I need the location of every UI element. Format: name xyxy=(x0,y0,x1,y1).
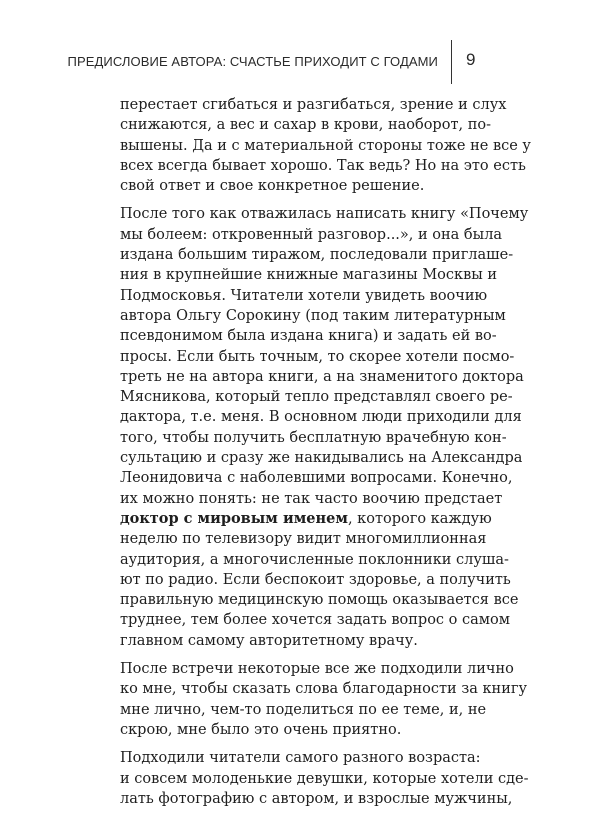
text-line: снижаются, а вес и сахар в крови, наоборот, по- xyxy=(120,117,491,134)
paragraph-2 xyxy=(120,204,529,651)
text-line: После того как отважилась написать книгу «Почему xyxy=(120,206,529,223)
text-line: скрою, мне было это очень приятно. xyxy=(120,721,402,738)
text-line: мы болеем: откровенный разговор...», и она была xyxy=(120,226,503,243)
header-divider xyxy=(451,40,452,84)
text-line: свой ответ и свое конкретное решение. xyxy=(120,178,425,195)
paragraph-3 xyxy=(120,659,528,740)
chapter-title: ПРЕДИСЛОВИЕ АВТОРА: СЧАСТЬЕ ПРИХОДИТ С ГОДАМИ xyxy=(67,54,438,69)
text-line: издана большим тиражом, последовали приглаше- xyxy=(120,247,514,264)
text-line: Мясникова, который тепло представлял своего ре- xyxy=(120,389,513,406)
text-line: лать фотографию с автором, и взрослые мужчины, xyxy=(120,790,513,807)
text-line: Леонидовича с наболевшими вопросами. Конечно, xyxy=(120,470,513,487)
text-line: псевдонимом была издана книга) и задать ей во- xyxy=(120,328,497,345)
text-line: ко мне, чтобы сказать слова благодарности за книгу xyxy=(120,681,528,698)
text-line: После встречи некоторые все же подходили лично xyxy=(120,661,514,678)
text-line: и совсем молоденькие девушки, которые хотели сде- xyxy=(120,770,529,787)
bold-line-rest: , которого каждую xyxy=(347,510,492,527)
text-line: неделю по телевизору видит многомиллионная xyxy=(120,531,487,548)
text-line: ют по радио. Если беспокоит здоровье, а получить xyxy=(120,571,511,588)
running-header xyxy=(0,40,600,84)
text-line: аудитория, а многочисленные поклонники слуша- xyxy=(120,551,509,568)
text-line: автора Ольгу Сорокину (под таким литературным xyxy=(120,307,506,324)
paragraph-4 xyxy=(120,748,529,809)
text-line: сультацию и сразу же накидывались на Александра xyxy=(120,450,523,467)
text-line: главном самому авторитетному врачу. xyxy=(120,632,418,649)
page-number: 9 xyxy=(466,50,476,69)
text-line: правильную медицинскую помощь оказывается все xyxy=(120,592,519,609)
bold-phrase: доктор с мировым именем xyxy=(120,509,348,527)
text-line: того, чтобы получить бесплатную врачебную кон- xyxy=(120,429,507,446)
text-line: перестает сгибаться и разгибаться, зрение и слух xyxy=(120,97,507,113)
text-line: труднее, тем более хочется задать вопрос о самом xyxy=(120,612,511,629)
text-line: мне лично, чем-то поделиться по ее теме, и, не xyxy=(120,701,487,718)
text-line-with-bold xyxy=(120,509,492,529)
text-line: дактора, т.е. меня. В основном люди приходили для xyxy=(120,409,522,426)
text-line: Подмосковья. Читатели хотели увидеть воочию xyxy=(120,287,488,304)
text-line: всех всегда бывает хорошо. Так ведь? Но на это есть xyxy=(120,157,526,174)
paragraph-1 xyxy=(120,95,531,196)
text-line: вышены. Да и с материальной стороны тоже не все у xyxy=(120,137,531,154)
text-line: треть не на автора книги, а на знаменитого доктора xyxy=(120,368,524,385)
text-line: их можно понять: не так часто воочию предстает xyxy=(120,490,503,507)
text-line: Подходили читатели самого разного возраста: xyxy=(120,750,481,767)
text-line: просы. Если быть точным, то скорее хотели посмо- xyxy=(120,348,515,365)
body-text xyxy=(120,95,531,817)
text-line: ния в крупнейшие книжные магазины Москвы и xyxy=(120,267,498,284)
